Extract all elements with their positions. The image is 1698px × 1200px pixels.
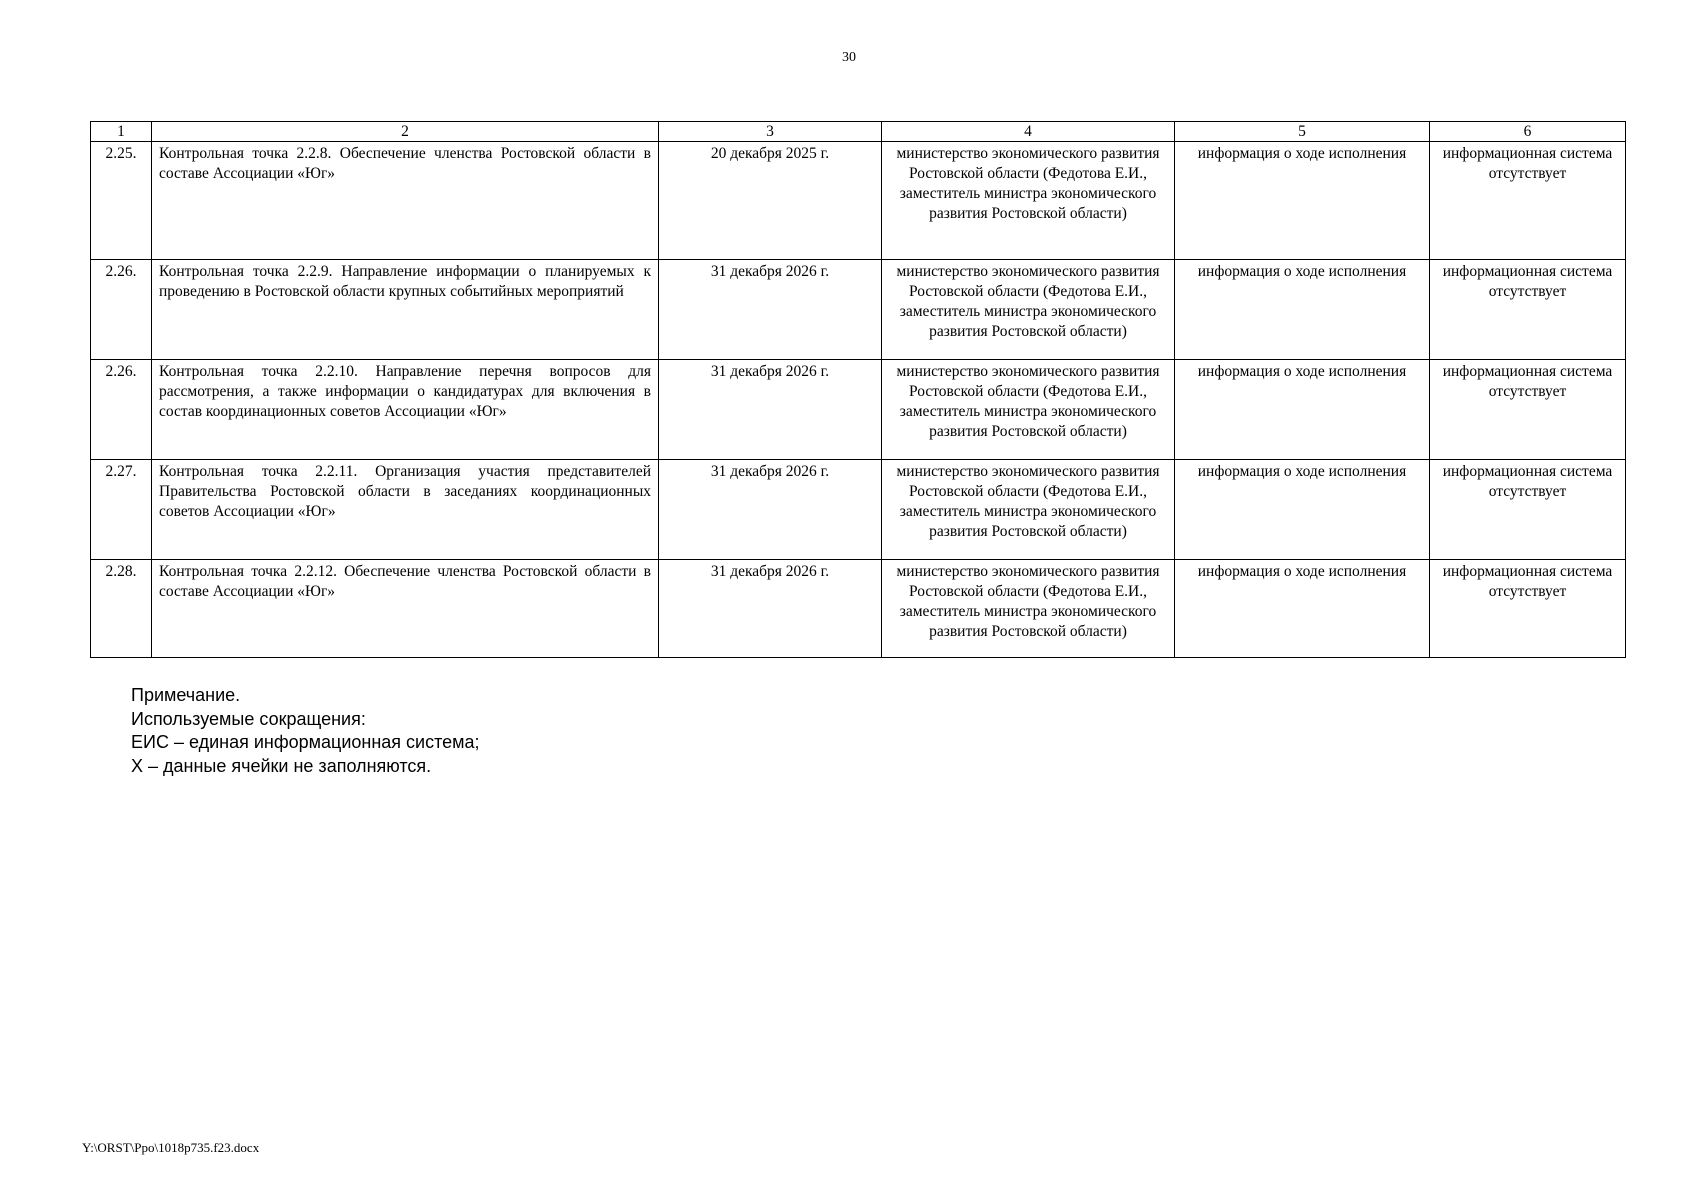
row-number: 2.26. (91, 360, 152, 460)
information-system: информационная система отсутствует (1430, 360, 1626, 460)
abbreviations-heading: Используемые сокращения: (131, 708, 366, 729)
information-system: информационная система отсутствует (1430, 560, 1626, 658)
event-name: Контрольная точка 2.2.8. Обеспечение членства Ростовской области в составе Ассоциации «Юг» (152, 142, 659, 260)
row-number: 2.27. (91, 460, 152, 560)
note-block (131, 684, 480, 778)
event-name: Контрольная точка 2.2.11. Организация участия представителей Правительства Ростовской области в заседаниях координационных советов Ассоциации «Юг» (152, 460, 659, 560)
abbreviation-item: Х – данные ячейки не заполняются. (131, 755, 432, 776)
table-row (91, 260, 1626, 360)
row-number: 2.25. (91, 142, 152, 260)
responsible-executor: министерство экономического развития Ростовской области (Федотова Е.И., заместитель министра экономического развития Ростовской области) (882, 260, 1175, 360)
event-name: Контрольная точка 2.2.10. Направление перечня вопросов для рассмотрения, а также информации о кандидатурах для включения в состав координационных советов Ассоциации «Юг» (152, 360, 659, 460)
row-number: 2.26. (91, 260, 152, 360)
information-system: информационная система отсутствует (1430, 142, 1626, 260)
table-row (91, 360, 1626, 460)
responsible-executor: министерство экономического развития Ростовской области (Федотова Е.И., заместитель министра экономического развития Ростовской области) (882, 360, 1175, 460)
page-number: 30 (842, 50, 856, 65)
table-row (91, 560, 1626, 658)
confirming-document: информация о ходе исполнения (1175, 142, 1430, 260)
column-header: 3 (659, 122, 882, 142)
column-header: 2 (152, 122, 659, 142)
table-row (91, 142, 1626, 260)
confirming-document: информация о ходе исполнения (1175, 560, 1430, 658)
information-system: информационная система отсутствует (1430, 260, 1626, 360)
responsible-executor: министерство экономического развития Ростовской области (Федотова Е.И., заместитель министра экономического развития Ростовской области) (882, 560, 1175, 658)
file-path-footer: Y:\ORST\Ppo\1018p735.f23.docx (82, 1140, 260, 1155)
column-header: 4 (882, 122, 1175, 142)
deadline-date: 20 декабря 2025 г. (659, 142, 882, 260)
deadline-date: 31 декабря 2026 г. (659, 360, 882, 460)
column-header: 5 (1175, 122, 1430, 142)
responsible-executor: министерство экономического развития Ростовской области (Федотова Е.И., заместитель министра экономического развития Ростовской области) (882, 142, 1175, 260)
note-title: Примечание. (131, 685, 241, 705)
confirming-document: информация о ходе исполнения (1175, 260, 1430, 360)
plan-table (90, 121, 1626, 658)
table-row (91, 460, 1626, 560)
table-header-row (91, 122, 1626, 142)
deadline-date: 31 декабря 2026 г. (659, 260, 882, 360)
deadline-date: 31 декабря 2026 г. (659, 560, 882, 658)
deadline-date: 31 декабря 2026 г. (659, 460, 882, 560)
confirming-document: информация о ходе исполнения (1175, 360, 1430, 460)
event-name: Контрольная точка 2.2.9. Направление информации о планируемых к проведению в Ростовской области крупных событийных мероприятий (152, 260, 659, 360)
event-name: Контрольная точка 2.2.12. Обеспечение членства Ростовской области в составе Ассоциации «Юг» (152, 560, 659, 658)
confirming-document: информация о ходе исполнения (1175, 460, 1430, 560)
information-system: информационная система отсутствует (1430, 460, 1626, 560)
column-header: 1 (91, 122, 152, 142)
column-header: 6 (1430, 122, 1626, 142)
abbreviation-item: ЕИС – единая информационная система; (131, 732, 480, 752)
responsible-executor: министерство экономического развития Ростовской области (Федотова Е.И., заместитель министра экономического развития Ростовской области) (882, 460, 1175, 560)
row-number: 2.28. (91, 560, 152, 658)
